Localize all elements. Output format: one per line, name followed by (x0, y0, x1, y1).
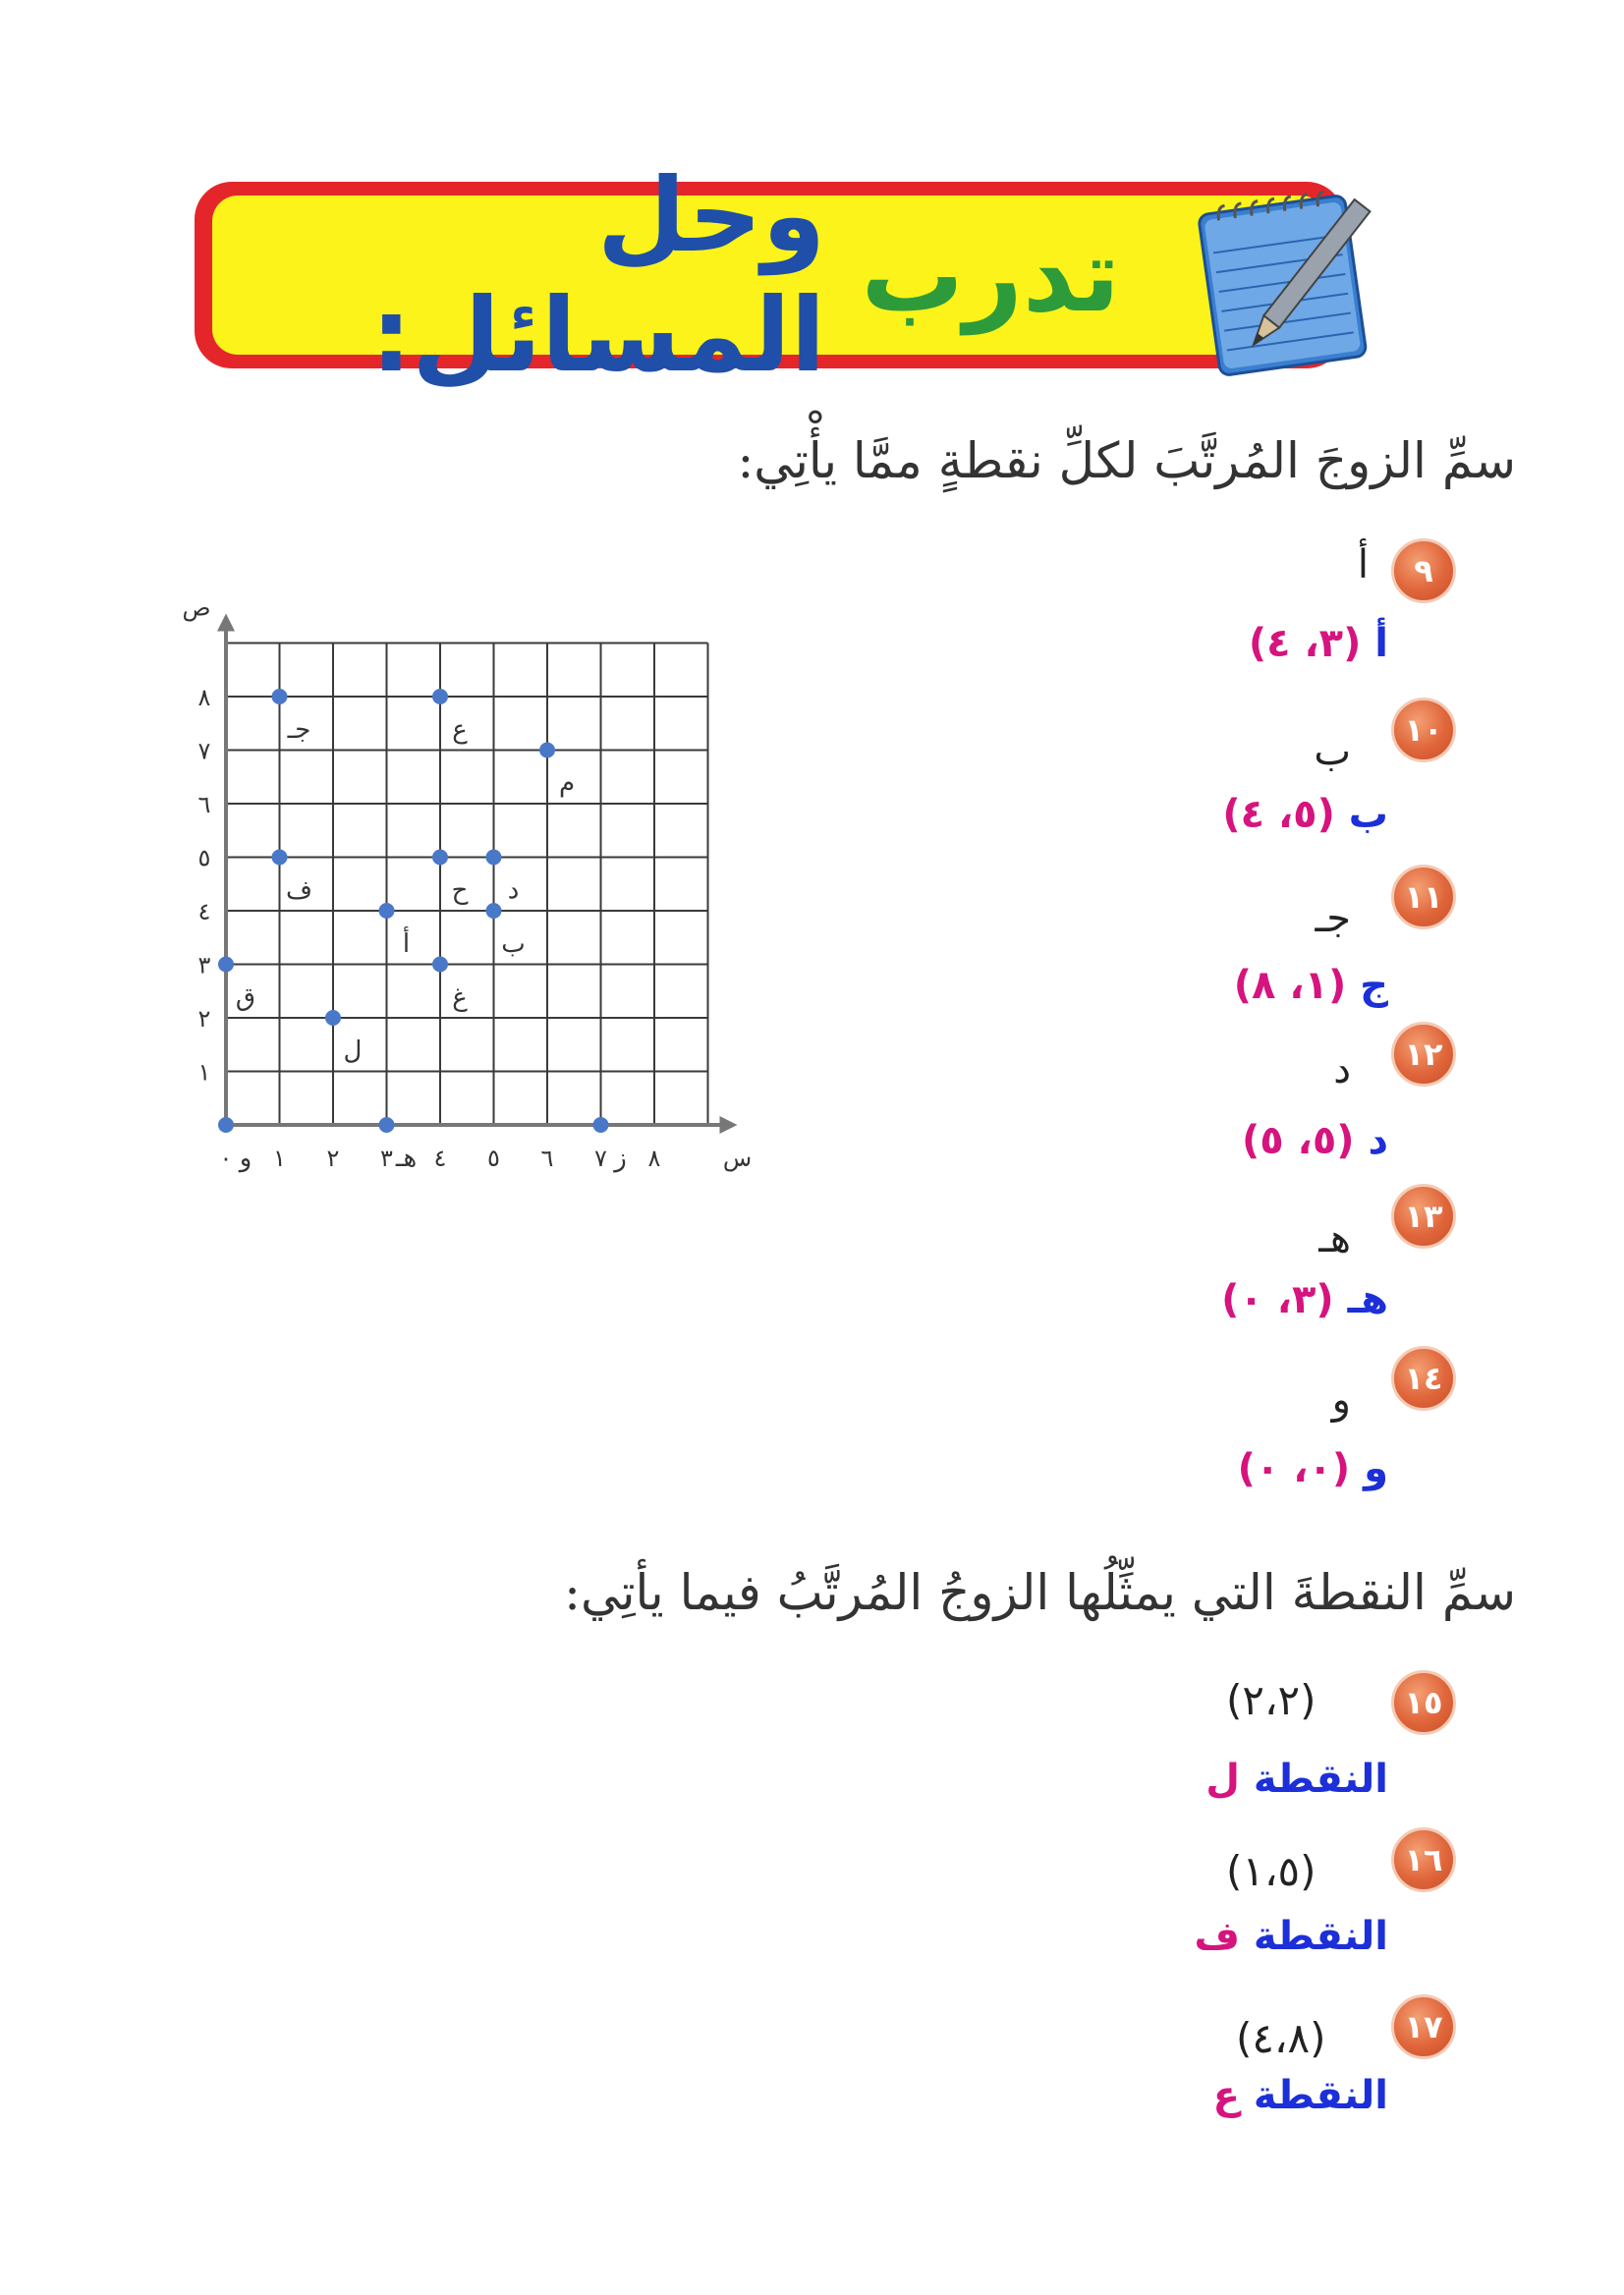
answer-prefix: النقطة (1253, 1757, 1388, 1802)
point-marker (218, 957, 234, 973)
point-marker (379, 1117, 395, 1133)
y-axis-label: ص (182, 593, 211, 622)
question-number-badge: ٩ (1391, 538, 1456, 603)
point-marker (432, 957, 448, 973)
banner-title (252, 155, 1120, 395)
point-label: و (239, 1144, 252, 1173)
x-axis-arrow (720, 1116, 738, 1134)
point-label: ق (235, 982, 256, 1013)
answer-value: (٣، ٠) (1221, 1277, 1334, 1322)
point-label: جـ (287, 715, 311, 745)
answer-line (1222, 792, 1388, 837)
axes (217, 614, 738, 1135)
point-label: ف (286, 875, 312, 906)
answer-prefix: النقطة (1253, 2073, 1388, 2118)
question-number-badge: ١٣ (1391, 1184, 1456, 1249)
point-label: أ (402, 929, 411, 959)
point-label: غ (452, 982, 468, 1013)
question-number-badge: ١١ (1391, 865, 1456, 929)
answer-value: (٣، ٤) (1248, 621, 1362, 666)
ordered-pair: (١،٥) (1226, 1847, 1316, 1895)
answer-point: ف (1194, 1914, 1240, 1959)
question-number-badge: ١٧ (1391, 1994, 1456, 2059)
x-axis-label: س (722, 1145, 753, 1172)
point-marker (539, 743, 555, 758)
x-tick-label: ٢ (326, 1145, 340, 1172)
point-label: ل (343, 1036, 363, 1066)
y-tick-label: ٢ (197, 1005, 211, 1033)
answer-value: (٠، ٠) (1237, 1446, 1351, 1491)
answer-line (1242, 1118, 1388, 1163)
point-marker (486, 903, 502, 919)
question-number-badge: ١٠ (1391, 698, 1456, 762)
question-number-badge: ١٢ (1391, 1022, 1456, 1087)
point-letter: هـ (1318, 1216, 1351, 1261)
answer-label: أ (1374, 621, 1388, 666)
answer-label: د (1368, 1118, 1388, 1163)
section-banner (195, 155, 1344, 395)
y-tick-label: ٦ (197, 791, 211, 818)
point-label: ب (501, 929, 526, 959)
x-tick-label: ١ (273, 1145, 286, 1172)
y-axis-arrow (217, 614, 235, 632)
answer-line (1249, 621, 1388, 666)
point-letter: أ (1357, 542, 1369, 588)
point-marker (218, 1117, 234, 1133)
point-letter: ب (1314, 729, 1351, 774)
x-tick-label: ٦ (540, 1145, 554, 1172)
y-tick-label: ٤ (197, 898, 211, 925)
answer-label: ج (1360, 963, 1388, 1008)
answer-line (1205, 1757, 1388, 1802)
answer-value: (٥، ٤) (1222, 792, 1335, 837)
answer-line (1238, 1446, 1388, 1491)
answer-point: ل (1205, 1757, 1240, 1802)
answer-line (1221, 1277, 1388, 1322)
notepad-pencil-icon (1184, 175, 1380, 386)
y-tick-label: ٨ (197, 684, 211, 711)
point-label: ح (451, 875, 469, 906)
banner-title-part2: وحل المسائل: (370, 155, 826, 395)
point-marker (272, 850, 288, 866)
answer-line (1213, 2073, 1388, 2118)
answer-label: هـ (1347, 1277, 1388, 1322)
banner-inner (212, 155, 1326, 395)
point-marker (593, 1117, 609, 1133)
point-letter: و (1331, 1377, 1351, 1423)
point-label: هـ (395, 1144, 418, 1173)
answer-value: (١، ٨) (1233, 963, 1347, 1008)
y-tick-label: ٧ (197, 737, 211, 765)
answer-label: و (1364, 1446, 1388, 1491)
point-marker (325, 1010, 341, 1026)
point-letter: د (1333, 1047, 1351, 1092)
banner-title-part1: تدرب (861, 215, 1120, 335)
section1-heading: سمِّ الزوجَ المُرتَّبَ لكلِّ نقطةٍ ممَّا يأْتِي: (737, 432, 1516, 489)
point-marker (379, 903, 395, 919)
question-number-badge: ١٥ (1391, 1670, 1456, 1735)
point-marker (432, 689, 448, 704)
x-tick-label: ٧ (594, 1145, 607, 1172)
y-tick-label: ٣ (197, 951, 211, 980)
x-tick-label: ٥ (487, 1145, 500, 1172)
point-label: ع (452, 715, 468, 745)
x-tick-label: ٠ (219, 1145, 233, 1172)
x-tick-label: ٤ (433, 1145, 447, 1172)
y-tick-label: ١ (197, 1058, 211, 1087)
answer-line (1234, 963, 1388, 1008)
ordered-pair: (٢،٢) (1226, 1676, 1316, 1724)
question-number-badge: ١٤ (1391, 1346, 1456, 1411)
point-letter: جـ (1315, 896, 1351, 941)
answer-prefix: النقطة (1253, 1914, 1388, 1959)
answer-value: (٥، ٥) (1242, 1118, 1355, 1163)
ordered-pair: (٤،٨) (1236, 2014, 1326, 2062)
answer-label: ب (1348, 792, 1388, 837)
x-tick-label: ٨ (647, 1145, 661, 1172)
point-marker (432, 850, 448, 866)
point-marker (486, 850, 502, 866)
point-label: ز (614, 1144, 627, 1173)
y-tick-label: ٥ (197, 844, 211, 872)
point-label: م (558, 768, 576, 799)
question-number-badge: ١٦ (1391, 1827, 1456, 1892)
point-marker (272, 689, 288, 704)
point-label: د (507, 875, 520, 906)
coordinate-grid (162, 593, 753, 1194)
section2-heading: سمِّ النقطةَ التي يمثِّلُها الزوجُ المُرتَّبُ فيما يأتِي: (564, 1564, 1516, 1621)
x-tick-label: ٣ (380, 1145, 393, 1172)
answer-line (1195, 1914, 1388, 1959)
answer-point: ع (1212, 2073, 1240, 2118)
